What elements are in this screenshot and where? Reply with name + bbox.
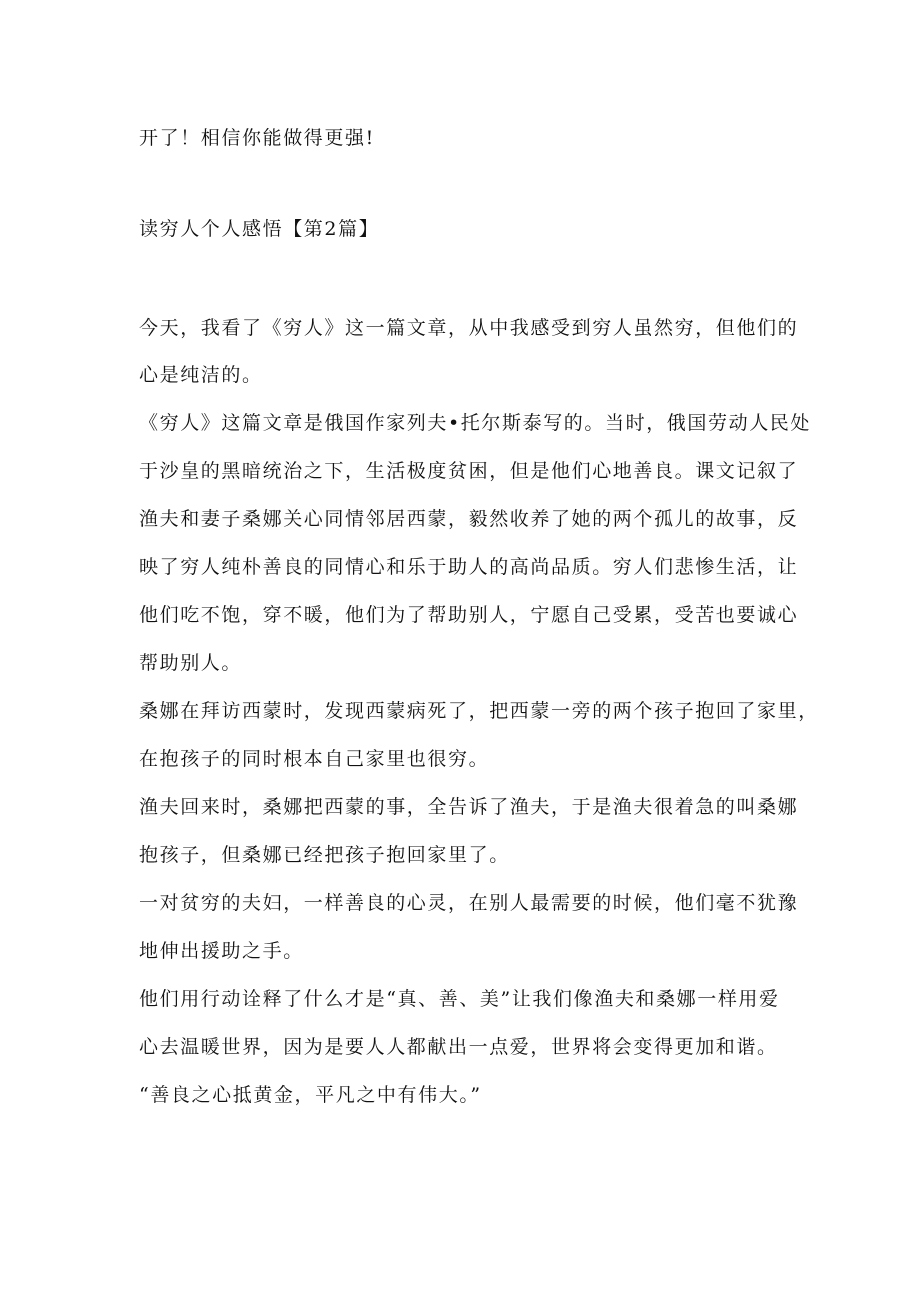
paragraph-4-line-2: 抱孩子，但桑娜已经把孩子抱回家里了。 xyxy=(139,844,510,866)
section-heading: 读穷人个人感悟【第2篇】 xyxy=(139,218,380,240)
paragraph-4-line-1: 渔夫回来时，桑娜把西蒙的事，全告诉了渔夫，于是渔夫很着急的叫桑娜 xyxy=(139,796,799,818)
paragraph-6-line-1: 他们用行动诠释了什么才是“真、善、美”让我们像渔夫和桑娜一样用爱 xyxy=(139,988,780,1010)
previous-closing-line: 开了！相信你能做得更强! xyxy=(139,127,375,149)
paragraph-5-line-1: 一对贫穷的夫妇，一样善良的心灵，在别人最需要的时候，他们毫不犹豫 xyxy=(139,892,799,914)
paragraph-2-line-4: 映了穷人纯朴善良的同情心和乐于助人的高尚品质。穷人们悲惨生活，让 xyxy=(139,556,799,578)
paragraph-3-line-2: 在抱孩子的同时根本自己家里也很穷。 xyxy=(139,748,490,770)
paragraph-2-line-6: 帮助别人。 xyxy=(139,652,243,674)
paragraph-2-line-3: 渔夫和妻子桑娜关心同情邻居西蒙，毅然收养了她的两个孤儿的故事，反 xyxy=(139,508,799,530)
paragraph-2-line-2: 于沙皇的黑暗统治之下，生活极度贫困，但是他们心地善良。课文记叙了 xyxy=(139,460,799,482)
paragraph-5-line-2: 地伸出援助之手。 xyxy=(139,940,304,962)
paragraph-1-line-2: 心是纯洁的。 xyxy=(139,364,263,386)
paragraph-3-line-1: 桑娜在拜访西蒙时，发现西蒙病死了，把西蒙一旁的两个孩子抱回了家里， xyxy=(139,700,819,722)
paragraph-1-line-1: 今天，我看了《穷人》这一篇文章，从中我感受到穷人虽然穷，但他们的 xyxy=(139,317,799,339)
paragraph-2-line-1: 《穷人》这篇文章是俄国作家列夫•托尔斯泰写的。当时，俄国劳动人民处 xyxy=(139,412,812,434)
paragraph-2-line-5: 他们吃不饱，穿不暖，他们为了帮助别人，宁愿自己受累，受苦也要诚心 xyxy=(139,604,799,626)
paragraph-6-line-2: 心去温暖世界，因为是要人人都献出一点爱，世界将会变得更加和谐。 xyxy=(139,1036,778,1058)
paragraph-7-line-1: “善良之心抵黄金，平凡之中有伟大。” xyxy=(139,1084,482,1106)
